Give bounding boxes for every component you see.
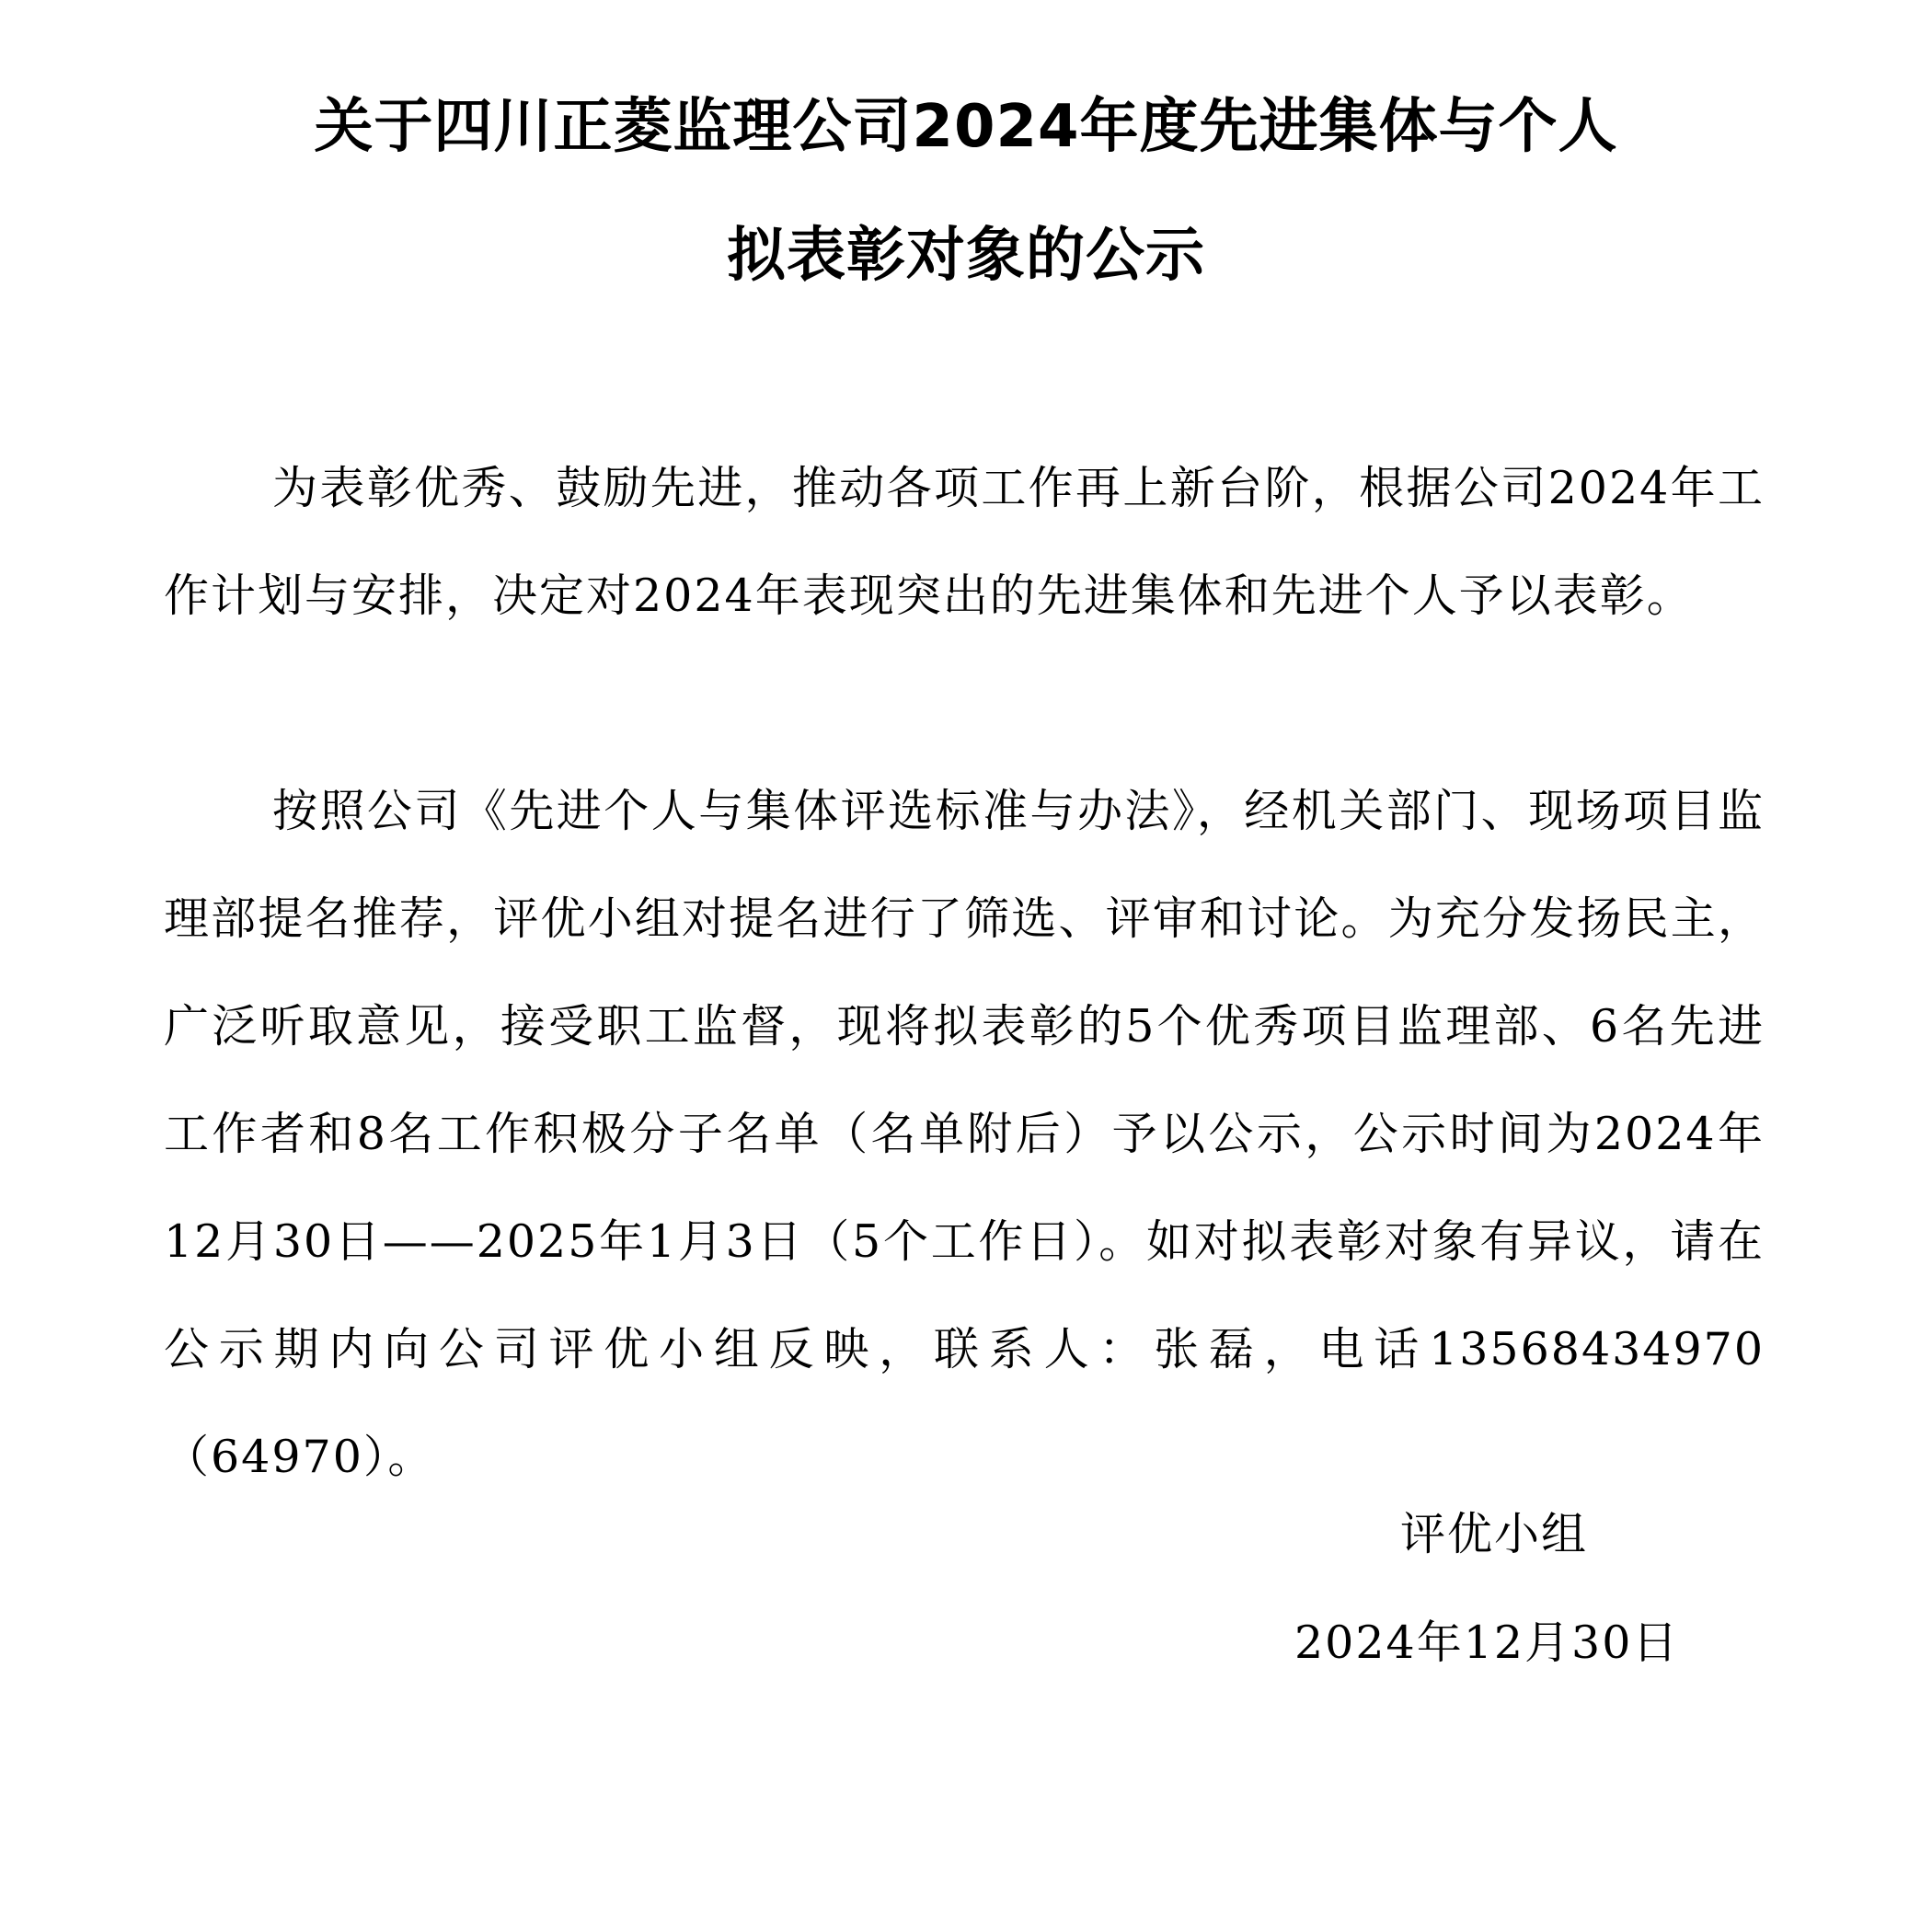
body-paragraph-2: 按照公司《先进个人与集体评选标准与办法》，经机关部门、现场项目监理部提名推荐，评优小组对提名进行了筛选、评审和讨论。为充分发扬民主，广泛听取意见，接受职工监督，现将拟表彰的5个优秀项目监理部、6名先进工作者和8名工作积极分子名单（名单附后）予以公示，公示时间为2024年12月30日——2025年1月3日（5个工作日）。如对拟表彰对象有异议，请在公示期内向公司评优小组反映，联系人：张磊，电话13568434970（64970）。	[164, 785, 1765, 1483]
document-title-line-2: 拟表彰对象的公示	[727, 222, 1205, 290]
body-paragraph-1: 为表彰优秀、鼓励先进，推动各项工作再上新台阶，根据公司2024年工作计划与安排，决定对2024年表现突出的先进集体和先进个人予以表彰。	[164, 462, 1765, 622]
signature-date: 2024年12月30日	[1294, 1617, 1680, 1669]
signature-organization: 评优小组	[1400, 1508, 1589, 1560]
document-title-line-1: 关于四川正菱监理公司2024年度先进集体与个人	[314, 93, 1618, 161]
